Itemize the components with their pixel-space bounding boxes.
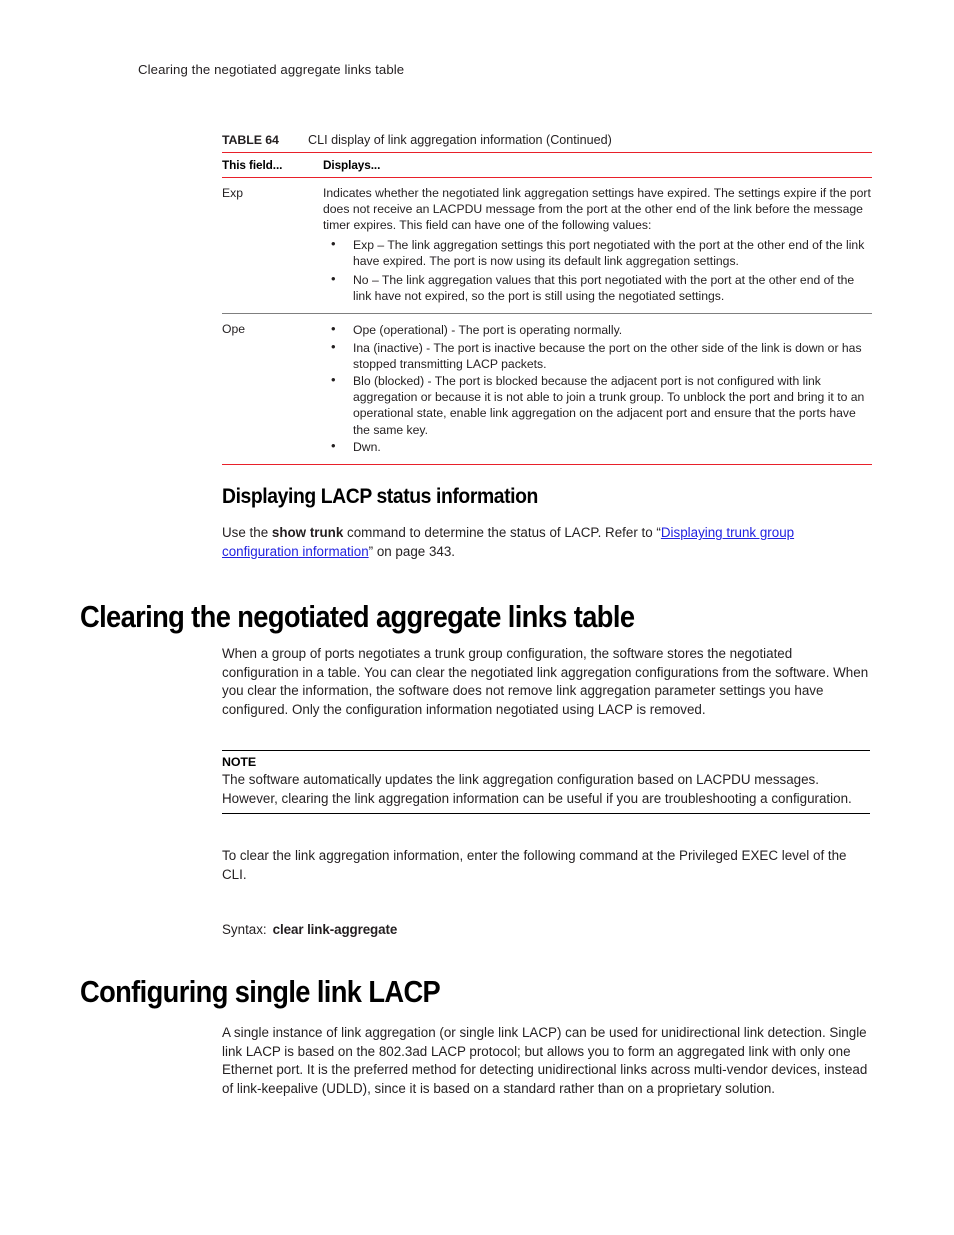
list-item: • Ina (inactive) - The port is inactive because the port on the other side of the link is down or has stopped transmitting LACP packets. (323, 340, 872, 372)
table-64 (222, 133, 872, 465)
column-header-displays: Displays... (323, 158, 381, 172)
table-header-row (222, 153, 872, 177)
para-part-2: command to determine the status of LACP. Refer to “ (343, 525, 661, 540)
paragraph-text: To clear the link aggregation information, enter the following command at the Privileged EXEC level of the CLI. (222, 848, 847, 882)
row-displays-exp (323, 185, 872, 304)
note-title: NOTE (222, 755, 257, 769)
syntax-command: clear link-aggregate (272, 922, 398, 937)
list-item: • Ope (operational) - The port is operating normally. (323, 322, 872, 338)
table-bottom-rule (222, 464, 872, 465)
table-row (222, 178, 872, 313)
list-item: • Exp – The link aggregation settings this port negotiated with the port at the other end of the link have expired. The port is now using its default link aggregation settings. (323, 237, 872, 269)
para-part-1: Use the (222, 525, 272, 540)
row-displays-ope (323, 321, 872, 455)
table-caption-text: CLI display of link aggregation information (Continued) (308, 133, 612, 147)
running-header: Clearing the negotiated aggregate links table (138, 62, 405, 77)
table-row (222, 314, 872, 464)
heading-clearing-negotiated-aggregate-links-table: Clearing the negotiated aggregate links table (80, 599, 635, 634)
table-number: TABLE 64 (222, 133, 279, 147)
row-exp-intro: Indicates whether the negotiated link aggregation settings have expired. The settings expire if the port does not receive an LACPDU message from the port at the other end of the link before the message timer expires. This field can have one of the following values: (323, 186, 871, 233)
heading-single-link-wrap (80, 974, 870, 1010)
cross-reference-link[interactable]: Displaying trunk group configuration information (222, 525, 795, 559)
list-item: • Blo (blocked) - The port is blocked because the adjacent port is not configured with link aggregation or because it is not able to join a trunk group. To unblock the port and bring it to an operational state, enable link aggregation on the adjacent port and ensure that the ports have the same key. (323, 373, 872, 438)
paragraph-lacp-status (222, 524, 870, 561)
heading-lacp-status-wrap (222, 484, 870, 509)
paragraph-clearing (222, 645, 870, 719)
heading-displaying-lacp-status: Displaying LACP status information (222, 484, 538, 508)
list-item: • Dwn. (323, 439, 872, 455)
syntax-block (222, 921, 870, 940)
row-exp-bullets (323, 237, 872, 305)
para-part-3: ” on page 343. (368, 543, 456, 559)
syntax-line (222, 921, 870, 940)
note-box (222, 750, 870, 814)
column-header-field: This field... (222, 158, 283, 172)
row-ope-bullets (323, 322, 872, 455)
inline-command-show-trunk: show trunk (271, 525, 344, 540)
paragraph-single-link (222, 1024, 870, 1098)
row-field-ope: Ope (222, 322, 246, 337)
table-caption (222, 133, 872, 152)
paragraph-text: When a group of ports negotiates a trunk group configuration, the software stores the negotiated configuration in a table. You can clear the negotiated link aggregation configurations from the software. When you clear the information, the software does not remove link aggregation parameter settings you have configured. Only the configuration information negotiated using LACP is removed. (222, 646, 869, 717)
paragraph-after-note (222, 847, 870, 884)
heading-configuring-single-link-lacp: Configuring single link LACP (80, 974, 441, 1009)
heading-clearing-wrap (80, 599, 870, 635)
paragraph-text: A single instance of link aggregation (or single link LACP) can be used for unidirectional link detection. Single link LACP is based on the 802.3ad LACP protocol; but allows you to form an aggregated link with only one Ethernet port. It is the preferred method for detecting unidirectional links across multi-vendor devices, instead of link-keepalive (UDLD), since it is based on a standard rather than on a proprietary solution. (222, 1025, 868, 1096)
paragraph-text (222, 524, 870, 561)
row-field-exp: Exp (222, 186, 244, 200)
syntax-label: Syntax: (222, 922, 267, 937)
list-item: • No – The link aggregation values that this port negotiated with the port at the other end of the link have not expired, so the port is still using the negotiated settings. (323, 272, 872, 304)
note-body: The software automatically updates the link aggregation configuration based on LACPDU messages. However, clearing the link aggregation information can be useful if you are troubleshooting a configuration. (222, 772, 852, 806)
